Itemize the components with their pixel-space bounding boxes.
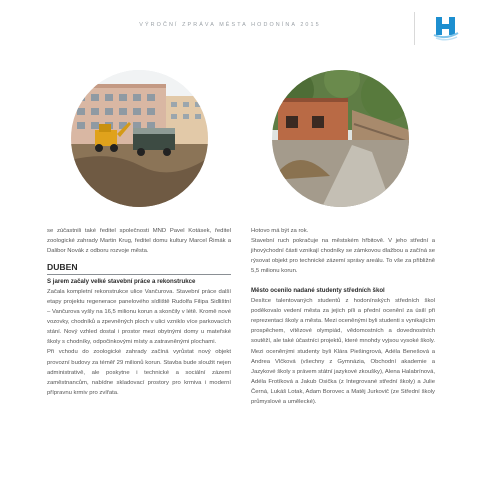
- page-header-title: VÝROČNÍ ZPRÁVA MĚSTA HODONÍNA 2015: [139, 22, 321, 28]
- subheading-students: Město ocenilo nadané studenty středních škol: [251, 287, 385, 295]
- paragraph-finished: Hotovo má být za rok.: [251, 228, 309, 234]
- right-text-column: [251, 226, 435, 407]
- left-text-column: [47, 226, 231, 398]
- section-heading-duben: DUBEN: [47, 262, 78, 273]
- intro-paragraph: se zúčastnili také ředitel společnosti MND Pavel Kotásek, ředitel zoologické zahrady Martin Krug, ředitel domu kultury Marcel Řimák a Dalibor Novák z odboru rozvoje města.: [47, 228, 231, 255]
- new-building-photo: [272, 70, 409, 207]
- paragraph-vancurova: Začala kompletní rekonstrukce ulice Vančurova. Stavební práce další etapy projektu regenerace panelového sídliště Rudolfa Filipa Sidlištní – Vančurova vyšly na 16,5 milionu korun a skončily v létě. Kromě nové vozovky, chodníků a zpevněných ploch v ulici vzniklo více parkovacích stání. Nový vzhled dostal i prostor mezi obytnými domy u mateřské školy s chodníky, odpočinkovými místy a zatravněnými plochami.: [47, 289, 231, 346]
- subheading-construction: S jarem začaly velké stavební práce a rekonstrukce: [47, 278, 196, 286]
- paragraph-cemetery: Stavební ruch pokračuje na městském hřbitově. V jeho střední a jihovýchodní části vznikají chodníky se zámkovou dlažbou a začíná se rýsovat objekt pro technické zázemí správy areálu. To vše za přibližně 5,5 milionu korun.: [251, 238, 435, 275]
- paragraph-students: Desítce talentovaných studentů z hodonínských středních škol poděkovalo vedení města za jejich píli a přední ocenění za úsilí při reprezentaci školy a města. Mezi oceněnými byli studenti s vynikajícím prospěchem, vítězové olympiád, vědomostních a dovednostních soutěží, ale také účastníci projektů, které mnohdy vyjsou vysoké školy. Mezi oceněnými studenty byli Klára Piešingrová, Adéla Benešová a Andrea Vlčková (všechny z Gymnázia, Obchodní akademie a Jazykové školy s právem státní jazykové zkoušky), Alena Halabrínová, Adéla Frotíková a Jakub Osička (z Integrované střední školy) a Julie Černá, Lukáš Lotak, Adam Borovec a Matěj Jurkovič (ze Střední školy průmyslové a umělecké).: [251, 298, 435, 405]
- paragraph-zoo: Při vchodu do zoologické zahrady začíná vyrůstat nový objekt provozní budovy za téměř 29 milionů korun. Stavba bude sloužit nejen administrativě, ale poskytne i technické a sociální zázemí zaměstnancům, nabídne skladovací prostory pro krmiva i moderní přípravnu krmiv pro zvířata.: [47, 349, 231, 396]
- hodonin-h-logo-icon: [432, 14, 460, 42]
- section-heading-rule: [47, 274, 231, 275]
- header-divider: [414, 12, 415, 45]
- construction-site-photo: [71, 70, 208, 207]
